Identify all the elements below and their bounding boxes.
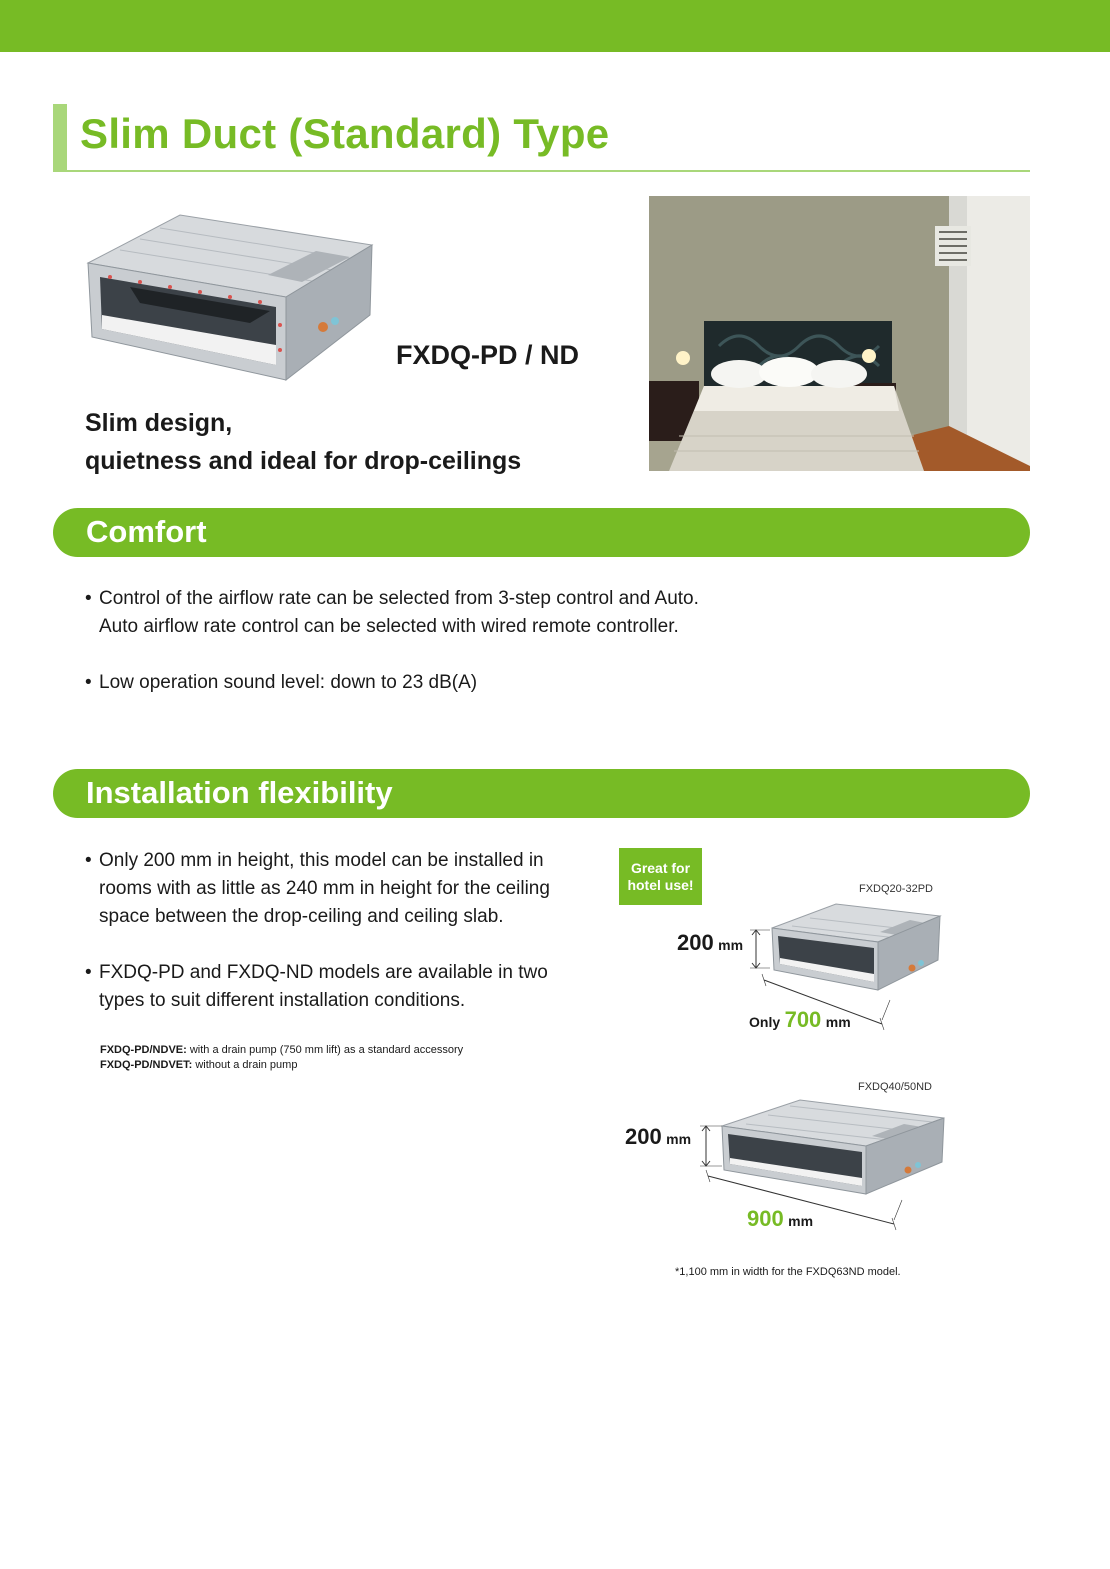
bullet-line: Low operation sound level: down to 23 dB(A) [99, 672, 478, 693]
model-label: FXDQ-PD / ND [396, 340, 580, 370]
bullet-line: Auto airflow rate control can be selected with wired remote controller. [99, 616, 679, 637]
badge-line-1: Great for [630, 860, 691, 876]
bullet-line: space between the drop-ceiling and ceiling slab. [99, 906, 504, 927]
dimension-unit: mm [666, 1131, 692, 1147]
note-text: with a drain pump (750 mm lift) as a standard accessory [186, 1044, 464, 1056]
dimension-value: 900 [747, 1206, 784, 1231]
diagram1-height-dimension [677, 930, 743, 956]
section-title-comfort: Comfort [86, 514, 207, 549]
tagline-line-2: quietness and ideal for drop-ceilings [85, 447, 522, 475]
dimension-value: 200 [677, 930, 714, 955]
section-header-comfort [53, 508, 1030, 557]
title-accent-bar [53, 104, 67, 170]
diagram1-width-dimension [749, 1007, 851, 1033]
duct-unit-illustration [80, 205, 380, 385]
installation-bullet-height [85, 847, 550, 931]
bullet-line: Control of the airflow rate can be selected from 3-step control and Auto. [99, 588, 699, 609]
dimension-value: 700 [784, 1007, 822, 1032]
bullet-line: rooms with as little as 240 mm in height for the ceiling [99, 878, 550, 899]
note-line-1 [100, 1043, 463, 1058]
unit-dimension-diagram-2 [690, 1096, 950, 1236]
note-label: FXDQ-PD/NDVE: [100, 1044, 187, 1056]
note-label: FXDQ-PD/NDVET: [100, 1059, 193, 1071]
note-text: without a drain pump [192, 1059, 298, 1071]
diagram2-height-dimension [625, 1124, 691, 1150]
section-title-installation: Installation flexibility [86, 775, 393, 810]
page-title-block [53, 104, 1030, 172]
bedroom-photo [649, 196, 1030, 471]
bullet-dot: • [85, 962, 92, 983]
badge-line-2: hotel use! [627, 877, 694, 893]
dimension-unit: mm [718, 937, 744, 953]
page-title: Slim Duct (Standard) Type [80, 110, 610, 157]
bullet-dot: • [85, 850, 92, 871]
dimension-unit: mm [825, 1014, 851, 1030]
section-header-installation [53, 769, 1030, 818]
bullet-line: Only 200 mm in height, this model can be installed in [99, 850, 544, 871]
drain-pump-notes [100, 1043, 463, 1073]
hotel-use-badge [619, 848, 702, 905]
width-footnote: *1,100 mm in width for the FXDQ63ND model. [675, 1266, 901, 1278]
installation-bullet-types [85, 959, 548, 1015]
diagram2-width-dimension [747, 1206, 813, 1232]
comfort-bullet-airflow [85, 585, 699, 641]
bullet-dot: • [85, 672, 92, 693]
diagram1-model-label: FXDQ20-32PD [859, 883, 933, 895]
bullet-dot: • [85, 588, 92, 609]
diagram2-model-label: FXDQ40/50ND [858, 1081, 932, 1093]
top-green-bar [0, 0, 1110, 52]
tagline-line-1: Slim design, [85, 409, 233, 437]
product-tagline [85, 404, 521, 480]
dimension-value: 200 [625, 1124, 662, 1149]
dimension-prefix: Only [749, 1014, 781, 1030]
comfort-bullet-sound [85, 669, 477, 697]
bullet-line: FXDQ-PD and FXDQ-ND models are available in two [99, 962, 548, 983]
bullet-line: types to suit different installation conditions. [99, 990, 466, 1011]
note-line-2 [100, 1058, 463, 1073]
dimension-unit: mm [788, 1213, 814, 1229]
